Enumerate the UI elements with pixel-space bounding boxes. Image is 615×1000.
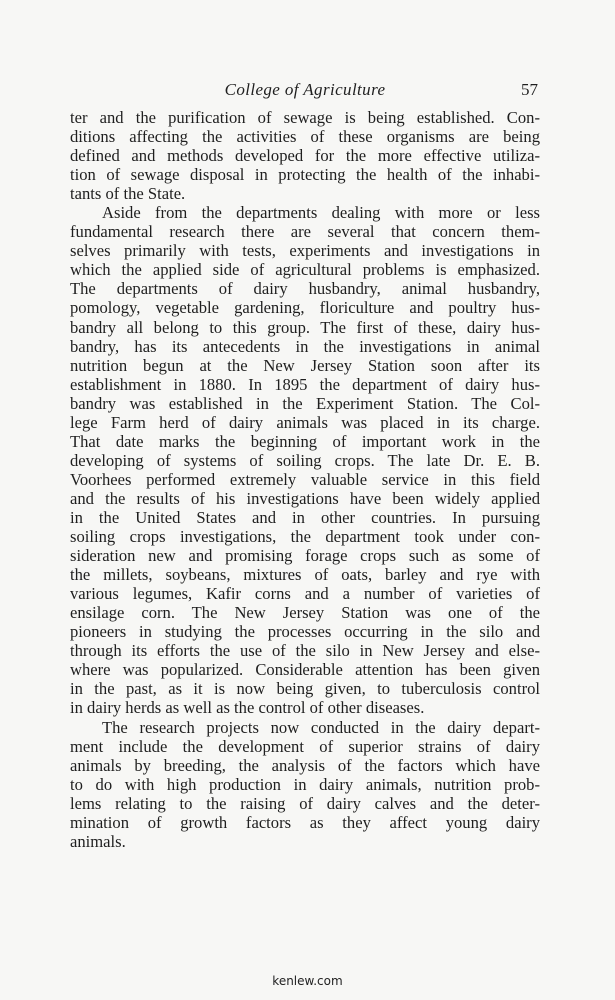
text-line: mination of growth factors as they affect young dairy xyxy=(70,812,540,832)
text-line: ment include the development of superior strains of dairy xyxy=(70,736,540,756)
text-line: in dairy herds as well as the control of other diseases. xyxy=(70,698,425,718)
text-line: ditions affecting the activities of these organisms are being xyxy=(70,127,540,147)
book-page xyxy=(70,78,540,851)
text-line: pioneers in studying the processes occurring in the silo and xyxy=(70,622,540,642)
paragraph xyxy=(70,718,540,851)
text-line: where was popularized. Considerable attention has been given xyxy=(70,660,540,680)
body-text xyxy=(70,108,540,851)
text-line: animals. xyxy=(70,831,126,851)
text-line: pomology, vegetable gardening, floriculture and poultry hus- xyxy=(70,298,540,318)
text-line: in the past, as it is now being given, to tuberculosis control xyxy=(70,679,540,699)
text-line: animals by breeding, the analysis of the factors which have xyxy=(70,755,540,775)
text-line: nutrition begun at the New Jersey Station soon after its xyxy=(70,355,540,375)
text-line: tants of the State. xyxy=(70,184,186,204)
text-line: lege Farm herd of dairy animals was placed in its charge. xyxy=(70,412,540,432)
text-line: to do with high production in dairy animals, nutrition prob- xyxy=(70,774,540,794)
text-line: which the applied side of agricultural problems is emphasized. xyxy=(70,260,540,280)
text-line: establishment in 1880. In 1895 the department of dairy hus- xyxy=(70,374,540,394)
text-line: That date marks the beginning of important work in the xyxy=(70,431,540,451)
paragraph xyxy=(70,203,540,717)
running-title: College of Agriculture xyxy=(224,80,386,99)
text-line: Aside from the departments dealing with more or less xyxy=(102,203,540,223)
text-line: The departments of dairy husbandry, animal husbandry, xyxy=(70,279,540,299)
text-line: ter and the purification of sewage is being established. Con- xyxy=(70,108,540,127)
text-line: Voorhees performed extremely valuable service in this field xyxy=(70,469,540,489)
text-line: lems relating to the raising of dairy calves and the deter- xyxy=(70,793,540,813)
text-line: bandry all belong to this group. The first of these, dairy hus- xyxy=(70,317,540,337)
text-line: various legumes, Kafir corns and a number of varieties of xyxy=(70,584,540,604)
text-line: and the results of his investigations have been widely applied xyxy=(70,488,540,508)
running-head xyxy=(70,78,540,104)
text-line: The research projects now conducted in the dairy depart- xyxy=(102,717,540,737)
text-line: ensilage corn. The New Jersey Station was one of the xyxy=(70,603,540,623)
page-number: 57 xyxy=(521,80,538,99)
text-line: tion of sewage disposal in protecting the health of the inhabi- xyxy=(70,165,540,185)
text-line: fundamental research there are several that concern them- xyxy=(70,222,540,242)
watermark: kenlew.com xyxy=(272,974,343,988)
paragraph xyxy=(70,108,540,203)
text-line: through its efforts the use of the silo in New Jersey and else- xyxy=(70,641,540,661)
text-line: in the United States and in other countries. In pursuing xyxy=(70,507,540,527)
text-line: bandry was established in the Experiment Station. The Col- xyxy=(70,393,540,413)
text-line: selves primarily with tests, experiments and investigations in xyxy=(70,241,540,261)
text-line: sideration new and promising forage crops such as some of xyxy=(70,546,540,566)
text-line: soiling crops investigations, the department took under con- xyxy=(70,527,540,547)
text-line: developing of systems of soiling crops. The late Dr. E. B. xyxy=(70,450,540,470)
text-line: defined and methods developed for the more effective utiliza- xyxy=(70,146,540,166)
text-line: bandry, has its antecedents in the investigations in animal xyxy=(70,336,540,356)
text-line: the millets, soybeans, mixtures of oats, barley and rye with xyxy=(70,565,540,585)
